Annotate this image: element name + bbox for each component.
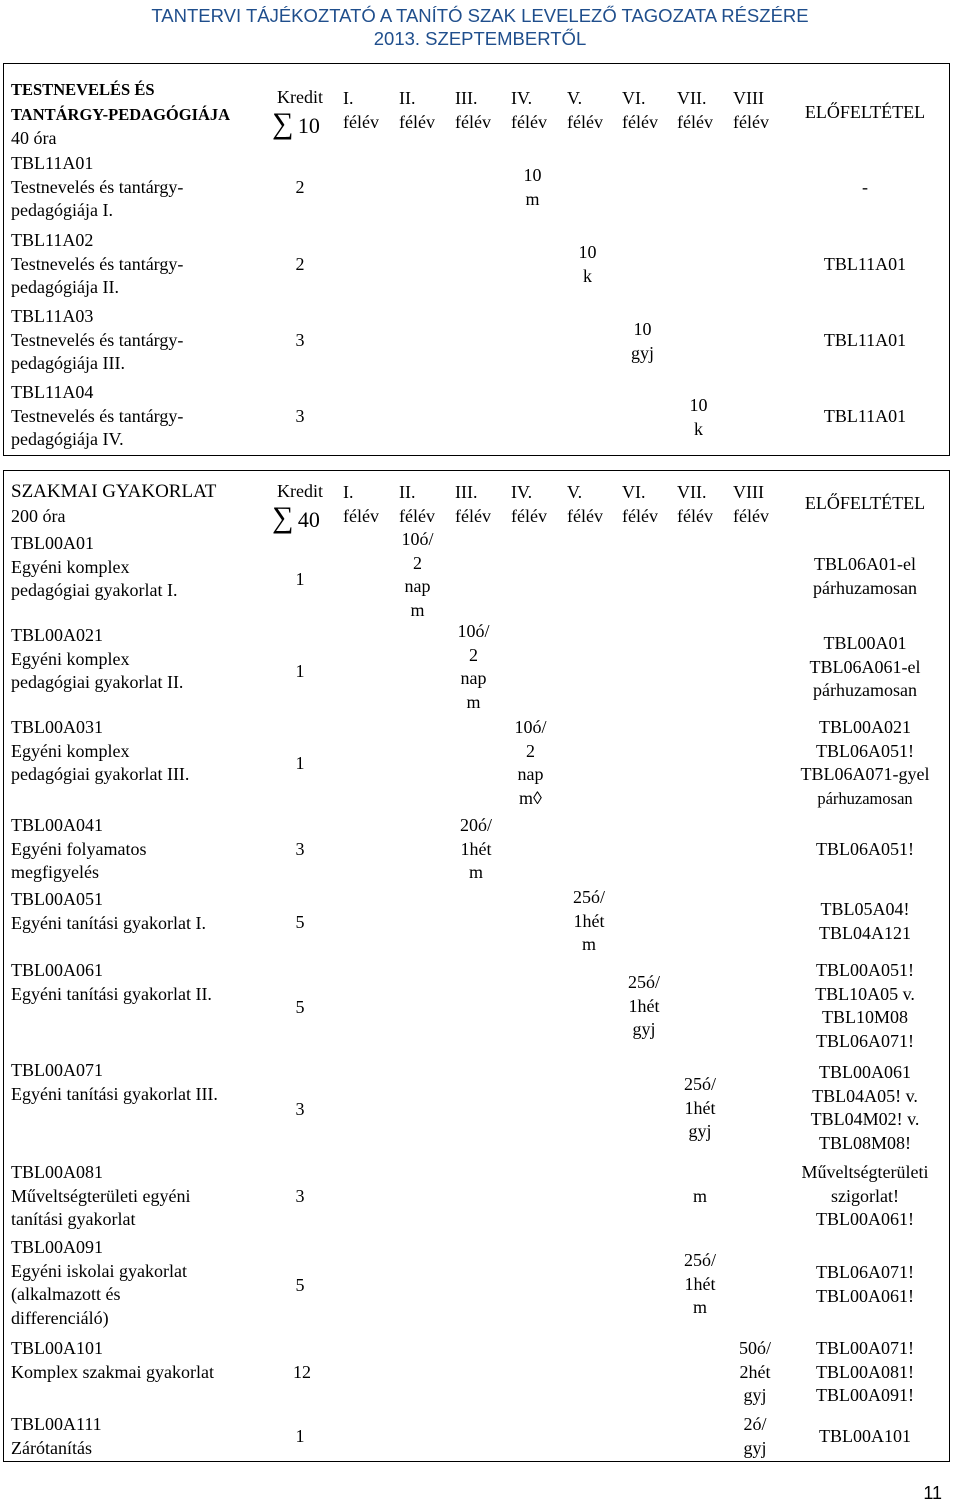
t1-title-2: TANTÁRGY-PEDAGÓGIÁJA: [11, 105, 231, 124]
t2-hours: 200 óra: [11, 506, 66, 526]
t1-kredit-total: ∑ 10: [272, 107, 320, 140]
t1-hours: 40 óra: [11, 128, 57, 148]
t1-title-1: TESTNEVELÉS ÉS: [11, 80, 155, 99]
header-line-2: 2013. SZEPTEMBERTŐL: [373, 28, 587, 49]
t1-kredit-label: Kredit: [277, 87, 323, 107]
t1-prereq-label: ELŐFELTÉTEL: [804, 102, 926, 122]
t2-title: SZAKMAI GYAKORLAT: [11, 481, 217, 502]
sigma-icon: ∑: [272, 501, 294, 534]
sigma-icon: ∑: [272, 107, 294, 140]
page-number: 11: [923, 1483, 942, 1503]
page-header: [0, 4, 960, 50]
header-line-1: TANTERVI TÁJÉKOZTATÓ A TANÍTÓ SZAK LEVELEZŐ TAGOZATA RÉSZÉRE: [151, 5, 809, 26]
t2-prereq-label: ELŐFELTÉTEL: [804, 493, 926, 513]
t2-kredit-label: Kredit: [277, 481, 323, 501]
t2-kredit-total: ∑ 40: [272, 501, 320, 534]
